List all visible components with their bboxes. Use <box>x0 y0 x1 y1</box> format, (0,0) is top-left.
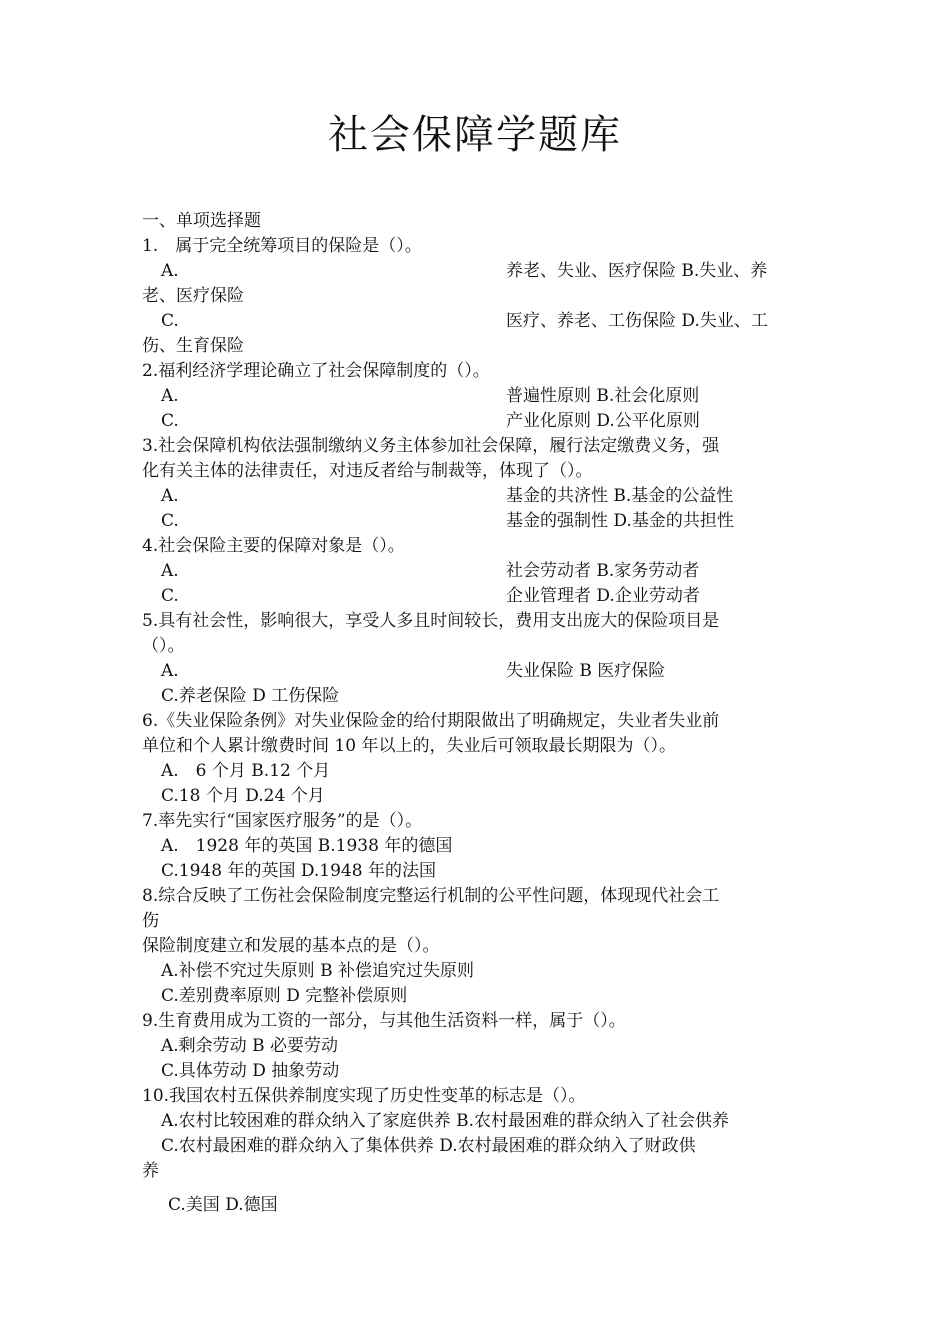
q2-option-c-prefix: C. <box>161 411 179 431</box>
q3-option-a-prefix: A. <box>161 486 179 506</box>
q3-option-c-prefix: C. <box>161 511 179 531</box>
question-7-stem: 7.率先实行“国家医疗服务”的是（）。 <box>142 811 423 831</box>
question-2-stem: 2.福利经济学理论确立了社会保障制度的（）。 <box>142 361 490 381</box>
q8-options-ab: A.补偿不究过失原则 B 补偿追究过失原则 <box>161 961 474 981</box>
question-10-stem: 10.我国农村五保供养制度实现了历史性变革的标志是（）。 <box>142 1086 586 1106</box>
q6-options-cd: C.18 个月 D.24 个月 <box>161 786 325 806</box>
question-3-stem-1: 3.社会保障机构依法强制缴纳义务主体参加社会保障，履行法定缴费义务，强 <box>142 436 720 456</box>
q8-options-cd: C.差别费率原则 D 完整补偿原则 <box>161 986 408 1006</box>
question-9-stem: 9.生育费用成为工资的一部分，与其他生活资料一样，属于（）。 <box>142 1011 626 1031</box>
q5-option-a-prefix: A. <box>161 661 179 681</box>
question-3-stem-2: 化有关主体的法律责任，对违反者给与制裁等，体现了（）。 <box>142 461 593 481</box>
q2-option-a-prefix: A. <box>161 386 179 406</box>
q10-options-ab: A.农村比较困难的群众纳入了家庭供养 B.农村最困难的群众纳入了社会供养 <box>161 1111 729 1131</box>
page-title: 社会保障学题库 <box>328 112 622 158</box>
q1-option-a-prefix: A. <box>161 261 179 281</box>
q5-options-ab: 失业保险 B 医疗保险 <box>506 661 666 681</box>
q7-options-ab: A. 1928 年的英国 B.1938 年的德国 <box>161 836 453 856</box>
q10-options-cd-cont: 养 <box>142 1161 159 1181</box>
q4-option-c-prefix: C. <box>161 586 179 606</box>
q1-options-ab-cont: 老、医疗保险 <box>142 286 244 306</box>
section-heading: 一、单项选择题 <box>142 211 261 231</box>
question-8-stem-1: 8.综合反映了工伤社会保险制度完整运行机制的公平性问题，体现现代社会工 <box>142 886 720 906</box>
q3-options-cd: 基金的强制性 D.基金的共担性 <box>506 511 734 531</box>
q5-options-cd: C.养老保险 D 工伤保险 <box>161 686 340 706</box>
question-8-stem-3: 保险制度建立和发展的基本点的是（）。 <box>142 936 440 956</box>
question-8-stem-2: 伤 <box>142 911 159 931</box>
q4-options-ab: 社会劳动者 B.家务劳动者 <box>506 561 700 581</box>
question-5-stem-1: 5.具有社会性，影响很大，享受人多且时间较长，费用支出庞大的保险项目是 <box>142 611 720 631</box>
q2-options-ab: 普遍性原则 B.社会化原则 <box>506 386 700 406</box>
q9-options-cd: C.具体劳动 D 抽象劳动 <box>161 1061 340 1081</box>
q6-options-ab: A. 6 个月 B.12 个月 <box>161 761 331 781</box>
trailing-options: C.美国 D.德国 <box>168 1195 278 1215</box>
q1-options-cd: 医疗、养老、工伤保险 D.失业、工 <box>506 311 768 331</box>
q2-options-cd: 产业化原则 D.公平化原则 <box>506 411 700 431</box>
question-6-stem-2: 单位和个人累计缴费时间 10 年以上的，失业后可领取最长期限为（）。 <box>142 736 676 756</box>
q4-option-a-prefix: A. <box>161 561 179 581</box>
question-1-stem: 1. 属于完全统筹项目的保险是（）。 <box>142 236 422 256</box>
question-6-stem-1: 6.《失业保险条例》对失业保险金的给付期限做出了明确规定，失业者失业前 <box>142 711 720 731</box>
q4-options-cd: 企业管理者 D.企业劳动者 <box>506 586 700 606</box>
question-4-stem: 4.社会保险主要的保障对象是（）。 <box>142 536 405 556</box>
q3-options-ab: 基金的共济性 B.基金的公益性 <box>506 486 734 506</box>
q1-options-cd-cont: 伤、生育保险 <box>142 336 244 356</box>
q9-options-ab: A.剩余劳动 B 必要劳动 <box>161 1036 338 1056</box>
q7-options-cd: C.1948 年的英国 D.1948 年的法国 <box>161 861 436 881</box>
question-5-stem-2: （）。 <box>142 636 185 656</box>
q10-options-cd: C.农村最困难的群众纳入了集体供养 D.农村最困难的群众纳入了财政供 <box>161 1136 696 1156</box>
q1-option-c-prefix: C. <box>161 311 179 331</box>
q1-options-ab: 养老、失业、医疗保险 B.失业、养 <box>506 261 768 281</box>
